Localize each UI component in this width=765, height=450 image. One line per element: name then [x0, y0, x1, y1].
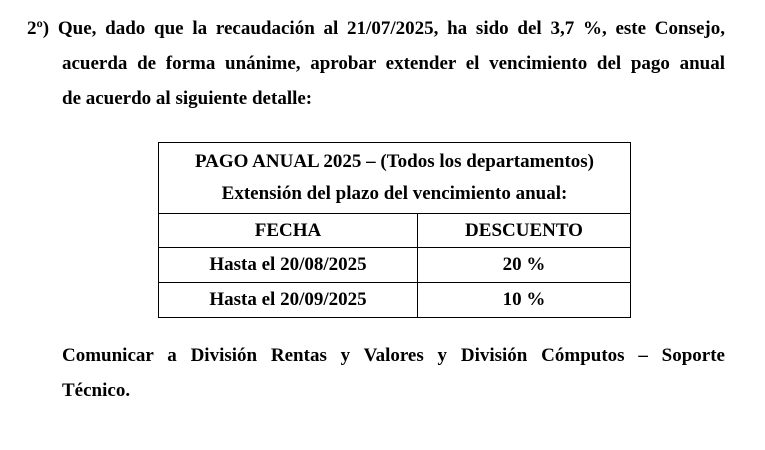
column-header-fecha: FECHA: [159, 214, 418, 248]
table-header-row: [159, 214, 631, 248]
paragraph-line-3: de acuerdo al siguiente detalle:: [62, 88, 313, 109]
payment-table-container: [158, 142, 630, 318]
resolution-paragraph: [27, 11, 725, 116]
item-number: 2º): [27, 18, 50, 39]
paragraph-line-1: [27, 11, 725, 46]
table-title: PAGO ANUAL 2025 – (Todos los departamentos): [194, 151, 595, 172]
payment-extension-table: [158, 142, 631, 318]
communication-line-2: Técnico.: [62, 380, 131, 401]
paragraph-line-2: acuerda de forma unánime, aprobar extender el vencimiento del pago anual: [62, 53, 725, 74]
communication-paragraph: [62, 338, 725, 408]
discount-cell: 10 %: [418, 283, 631, 318]
column-header-descuento: DESCUENTO: [418, 214, 631, 248]
table-title-row: [159, 143, 631, 214]
paragraph-line-1-text: Que, dado que la recaudación al 21/07/2025, ha sido del 3,7 %, este Consejo,: [57, 18, 725, 39]
date-cell: Hasta el 20/08/2025: [159, 248, 418, 283]
table-row: [159, 248, 631, 283]
date-cell: Hasta el 20/09/2025: [159, 283, 418, 318]
table-subtitle: Extensión del plazo del vencimiento anual:: [221, 183, 568, 204]
table-row: [159, 283, 631, 318]
communication-line-1: Comunicar a División Rentas y Valores y División Cómputos – Soporte: [62, 345, 725, 366]
discount-cell: 20 %: [418, 248, 631, 283]
table-title-cell: [159, 143, 631, 214]
